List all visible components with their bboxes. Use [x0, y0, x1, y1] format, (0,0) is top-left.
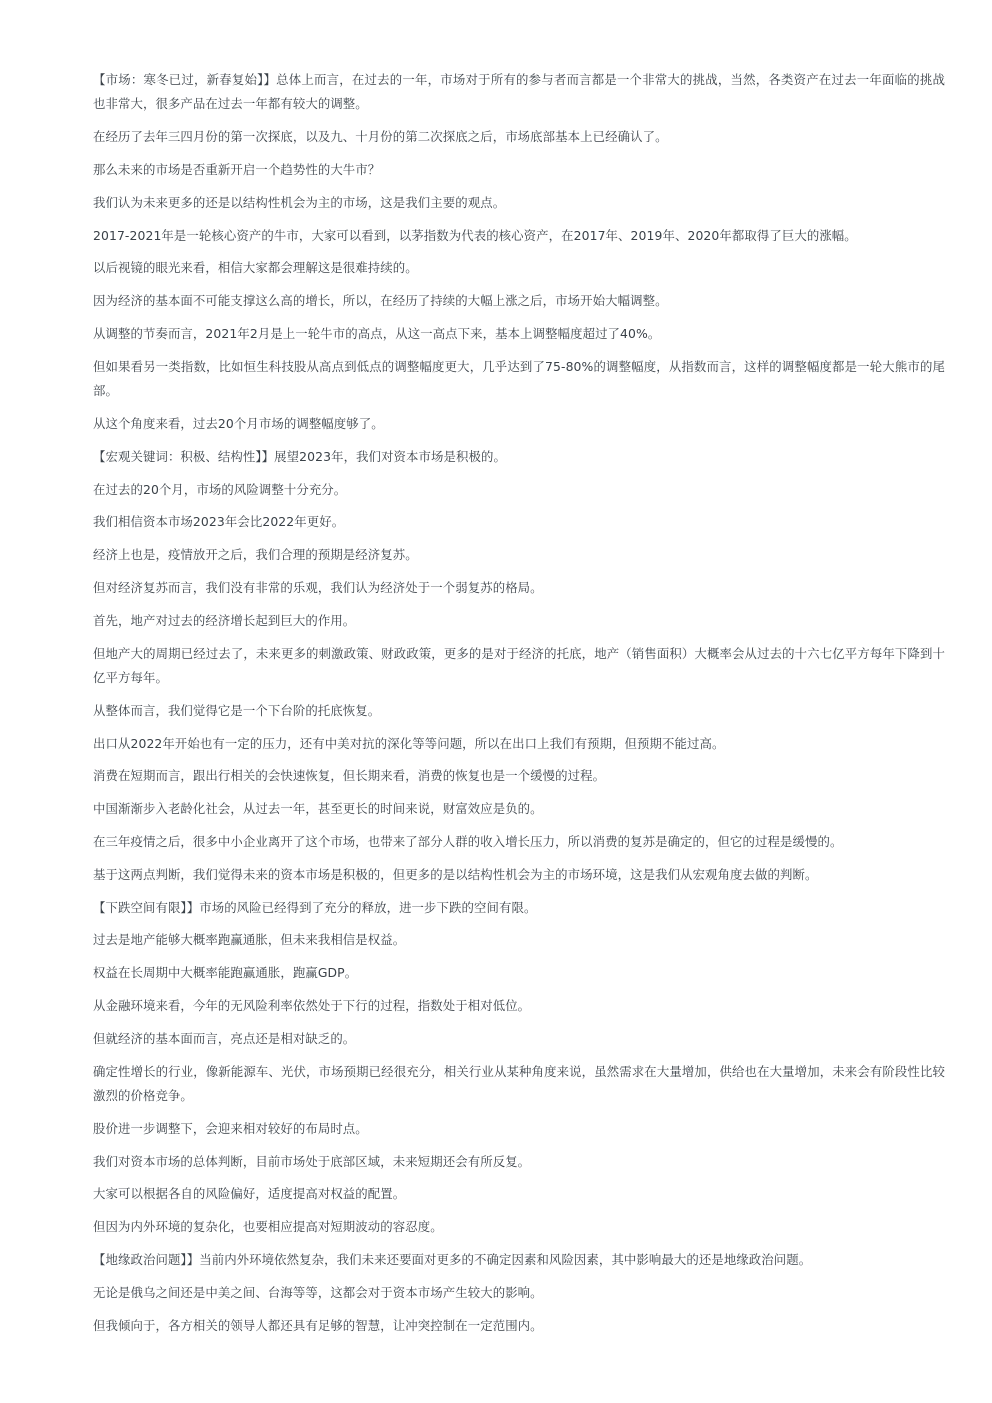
paragraph: 从金融环境来看，今年的无风险利率依然处于下行的过程，指数处于相对低位。 — [93, 997, 531, 1013]
paragraph: 无论是俄乌之间还是中美之间、台海等等，这都会对于资本市场产生较大的影响。 — [93, 1284, 543, 1300]
document-body — [93, 68, 945, 1346]
paragraph: 出口从2022年开始也有一定的压力，还有中美对抗的深化等等问题，所以在出口上我们有预期，但预期不能过高。 — [93, 735, 725, 751]
paragraph: 权益在长周期中大概率能跑赢通胀，跑赢GDP。 — [93, 965, 358, 981]
paragraph-market-overview: 【市场：寒冬已过，新春复始】】总体上而言，在过去的一年，市场对于所有的参与者而言都是一个非常大的挑战，当然，各类资产在过去一年面临的挑战也非常大，很多产品在过去一年都有较大的调整。 — [93, 72, 945, 112]
paragraph: 2017-2021年是一轮核心资产的牛市，大家可以看到，以茅指数为代表的核心资产，在2017年、2019年、2020年都取得了巨大的涨幅。 — [93, 227, 857, 243]
paragraph: 从整体而言，我们觉得它是一个下台阶的托底恢复。 — [93, 702, 381, 718]
paragraph: 我们相信资本市场2023年会比2022年更好。 — [93, 514, 345, 530]
paragraph: 从这个角度来看，过去20个月市场的调整幅度够了。 — [93, 415, 384, 431]
paragraph: 在经历了去年三四月份的第一次探底，以及九、十月份的第二次探底之后，市场底部基本上已经确认了。 — [93, 129, 668, 145]
paragraph: 但对经济复苏而言，我们没有非常的乐观，我们认为经济处于一个弱复苏的格局。 — [93, 579, 543, 595]
paragraph-downside-limited: 【下跌空间有限】】市场的风险已经得到了充分的释放，进一步下跌的空间有限。 — [93, 899, 537, 915]
paragraph: 但就经济的基本面而言，亮点还是相对缺乏的。 — [93, 1030, 356, 1046]
paragraph: 在过去的20个月，市场的风险调整十分充分。 — [93, 481, 347, 497]
paragraph: 但我倾向于，各方相关的领导人都还具有足够的智慧，让冲突控制在一定范围内。 — [93, 1317, 543, 1333]
paragraph: 大家可以根据各自的风险偏好，适度提高对权益的配置。 — [93, 1186, 406, 1202]
paragraph: 我们对资本市场的总体判断，目前市场处于底部区域，未来短期还会有所反复。 — [93, 1153, 531, 1169]
paragraph: 在三年疫情之后，很多中小企业离开了这个市场，也带来了部分人群的收入增长压力，所以消费的复苏是确定的，但它的过程是缓慢的。 — [93, 833, 843, 849]
paragraph: 但因为内外环境的复杂化，也要相应提高对短期波动的容忍度。 — [93, 1219, 443, 1235]
paragraph: 那么未来的市场是否重新开启一个趋势性的大牛市？ — [93, 162, 381, 177]
paragraph: 以后视镜的眼光来看，相信大家都会理解这是很难持续的。 — [93, 260, 418, 276]
paragraph: 但如果看另一类指数，比如恒生科技股从高点到低点的调整幅度更大，几乎达到了75-80%的调整幅度，从指数而言，这样的调整幅度都是一轮大熊市的尾部。 — [93, 358, 945, 399]
paragraph: 从调整的节奏而言，2021年2月是上一轮牛市的高点，从这一高点下来，基本上调整幅度超过了40%。 — [93, 325, 661, 341]
paragraph: 过去是地产能够大概率跑赢通胀，但未来我相信是权益。 — [93, 932, 406, 948]
paragraph: 经济上也是，疫情放开之后，我们合理的预期是经济复苏。 — [93, 547, 418, 563]
paragraph-macro-keywords: 【宏观关键词：积极、结构性】】展望2023年，我们对资本市场是积极的。 — [93, 448, 506, 464]
paragraph: 中国渐渐步入老龄化社会，从过去一年，甚至更长的时间来说，财富效应是负的。 — [93, 801, 543, 817]
paragraph-geopolitics: 【地缘政治问题】】当前内外环境依然复杂，我们未来还要面对更多的不确定因素和风险因素，其中影响最大的还是地缘政治问题。 — [93, 1251, 812, 1267]
paragraph: 我们认为未来更多的还是以结构性机会为主的市场，这是我们主要的观点。 — [93, 194, 506, 210]
paragraph: 首先，地产对过去的经济增长起到巨大的作用。 — [93, 612, 356, 628]
paragraph: 基于这两点判断，我们觉得未来的资本市场是积极的，但更多的是以结构性机会为主的市场环境，这是我们从宏观角度去做的判断。 — [93, 866, 818, 882]
paragraph: 确定性增长的行业，像新能源车、光伏，市场预期已经很充分，相关行业从某种角度来说，虽然需求在大量增加，供给也在大量增加，未来会有阶段性比较激烈的价格竞争。 — [93, 1063, 945, 1103]
paragraph: 股价进一步调整下，会迎来相对较好的布局时点。 — [93, 1120, 368, 1136]
paragraph: 因为经济的基本面不可能支撑这么高的增长，所以，在经历了持续的大幅上涨之后，市场开始大幅调整。 — [93, 293, 668, 309]
paragraph: 但地产大的周期已经过去了，未来更多的刺激政策、财政政策，更多的是对于经济的托底，地产（销售面积）大概率会从过去的十六七亿平方每年下降到十亿平方每年。 — [93, 645, 945, 685]
paragraph: 消费在短期而言，跟出行相关的会快速恢复，但长期来看，消费的恢复也是一个缓慢的过程。 — [93, 768, 606, 784]
